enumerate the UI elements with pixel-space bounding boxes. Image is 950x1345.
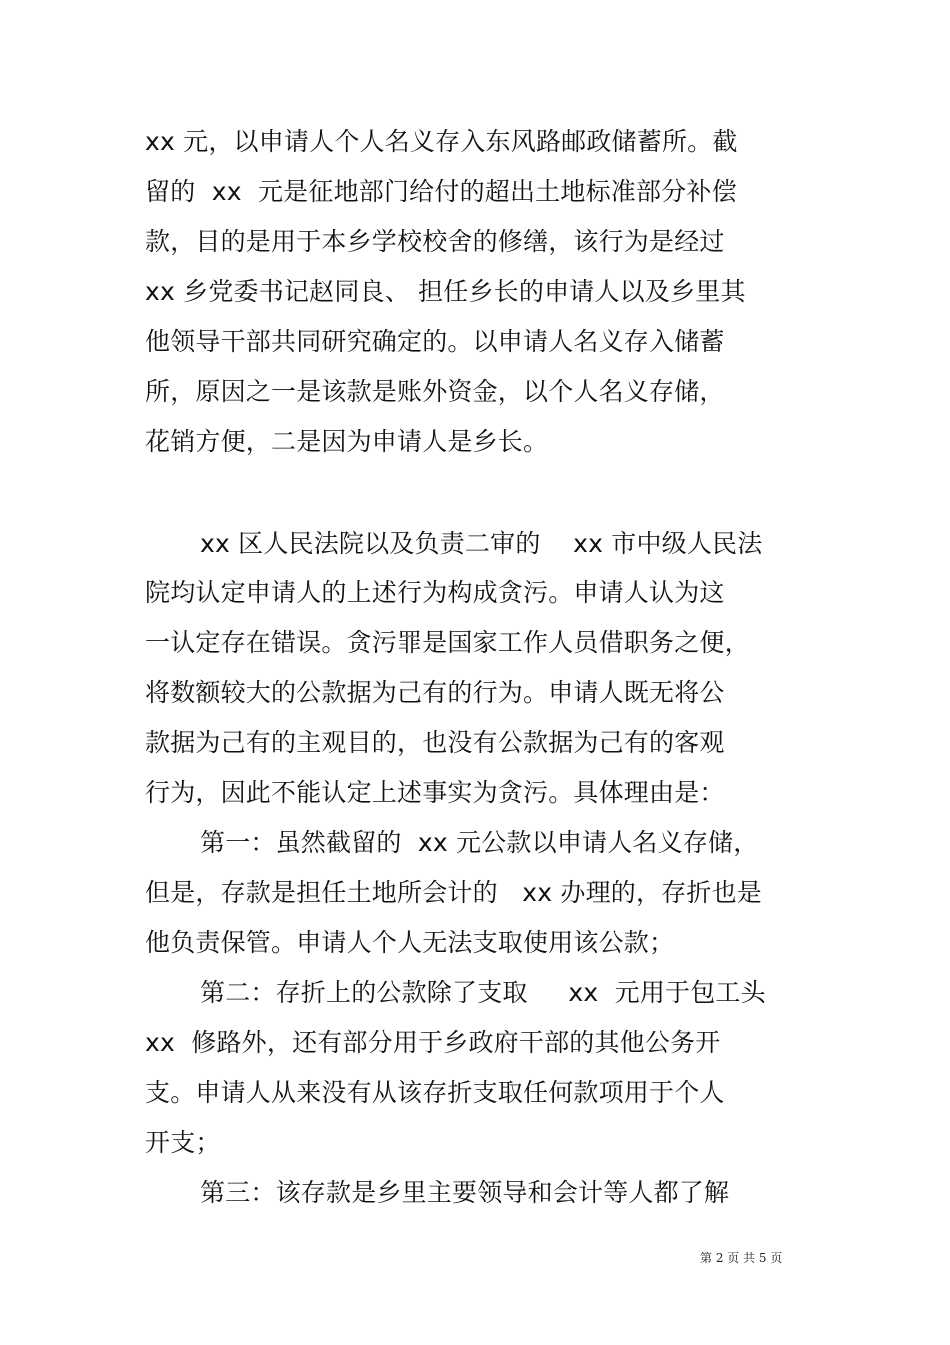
text-line: 他负责保管。申请人个人无法支取使用该公款； [145, 928, 675, 957]
text-line: 第三：该存款是乡里主要领导和会计等人都了解 [200, 1178, 730, 1207]
text-line: 开支； [145, 1128, 221, 1157]
text-line: xx 元，以申请人个人名义存入东风路邮政储蓄所。截 [145, 127, 738, 156]
page-number: 第 2 页 共 5 页 [700, 1251, 783, 1265]
text-line: 第一：虽然截留的 xx 元公款以申请人名义存储， [200, 828, 759, 857]
text-line: 款据为己有的主观目的，也没有公款据为己有的客观 [145, 728, 725, 757]
text-line: 行为，因此不能认定上述事实为贪污。具体理由是： [145, 778, 725, 807]
text-line: 所，原因之一是该款是账外资金，以个人名义存储， [145, 377, 725, 406]
text-line: 花销方便，二是因为申请人是乡长。 [145, 427, 549, 456]
text-line: 一认定存在错误。贪污罪是国家工作人员借职务之便， [145, 628, 750, 657]
text-line: 支。申请人从来没有从该存折支取任何款项用于个人 [145, 1078, 725, 1107]
text-line: xx 修路外，还有部分用于乡政府干部的其他公务开 [145, 1028, 721, 1057]
text-line: 院均认定申请人的上述行为构成贪污。申请人认为这 [145, 578, 725, 607]
text-line: xx 区人民法院以及负责二审的 xx 市中级人民法 [200, 529, 763, 558]
text-line: 款，目的是用于本乡学校校舍的修缮，该行为是经过 [145, 227, 725, 256]
text-line: 但是，存款是担任土地所会计的 xx 办理的，存折也是 [145, 878, 762, 907]
text-line: 将数额较大的公款据为己有的行为。申请人既无将公 [145, 678, 725, 707]
text-line: 他领导干部共同研究确定的。以申请人名义存入储蓄 [145, 327, 725, 356]
text-line: 留的 xx 元是征地部门给付的超出土地标准部分补偿 [145, 177, 737, 206]
text-line: 第二：存折上的公款除了支取 xx 元用于包工头 [200, 978, 766, 1007]
text-line: xx 乡党委书记赵同良、 担任乡长的申请人以及乡里其 [145, 277, 746, 306]
